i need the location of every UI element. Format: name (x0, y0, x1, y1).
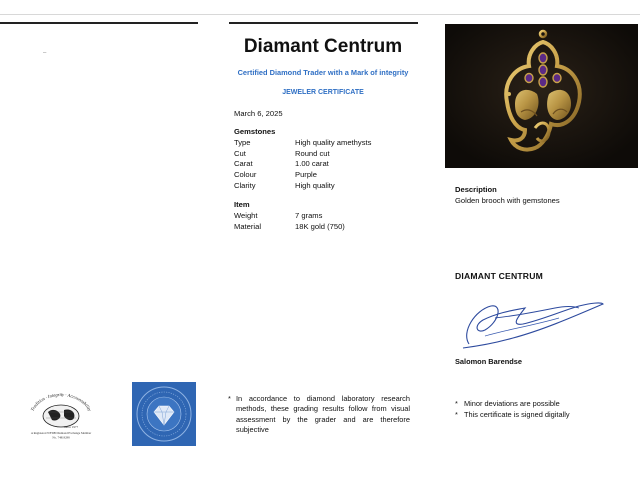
note-text: This certificate is signed digitally (464, 409, 570, 419)
row-value: Round cut (295, 148, 330, 158)
row-value: 7 grams (295, 211, 323, 220)
diamond-seal (132, 382, 196, 446)
description-text: Golden brooch with gemstones (455, 196, 560, 205)
row-label: Type (234, 138, 251, 147)
company-name: DIAMANT CENTRUM (455, 271, 543, 281)
gemstones-table (234, 138, 414, 194)
note-text: Minor deviations are possible (464, 399, 560, 408)
row-label: Cut (234, 148, 246, 158)
top-border (0, 14, 640, 15)
notes-list (455, 399, 625, 423)
signature (455, 296, 605, 354)
seal-line-2: No. 74819298 (52, 435, 70, 440)
signer-name: Salomon Barendse (455, 357, 522, 366)
brand-title: Diamant Centrum (243, 36, 403, 57)
certificate-date: March 6, 2025 (234, 109, 283, 118)
item-table (234, 211, 414, 235)
product-photo (445, 24, 638, 168)
item-heading: Item (234, 200, 250, 209)
row-label: Carat (234, 159, 253, 169)
signature-scribble (455, 296, 605, 354)
row-value: 1.00 carat (295, 159, 329, 169)
bullet: * (455, 409, 458, 419)
left-column-mark: – (43, 50, 47, 56)
row-value: High quality amethysts (295, 138, 372, 147)
wfdb-seal (18, 388, 104, 442)
row-label: Material (234, 221, 262, 231)
globe-seal-icon (18, 388, 104, 442)
left-column-rule (0, 22, 198, 24)
description-heading: Description (455, 185, 497, 194)
row-label: Weight (234, 211, 258, 220)
list-item (455, 410, 625, 421)
row-label: Colour (234, 170, 257, 180)
bullet: * (455, 399, 458, 408)
row-value: High quality (295, 180, 335, 190)
seal-line-1: A Registered WFDB Diamond Exchange Member (30, 431, 92, 435)
diamond-seal-icon (132, 382, 196, 446)
list-item (455, 399, 625, 410)
gemstones-heading: Gemstones (234, 127, 276, 136)
row-value: Purple (295, 170, 317, 180)
brooch-illustration (445, 24, 638, 168)
seal-arc-text: Tradition · Integrity · Accountability (29, 392, 93, 412)
certificate-label: JEWELER CERTIFICATE (282, 89, 364, 96)
row-value: 18K gold (750) (295, 221, 345, 231)
row-label: Clarity (234, 180, 256, 190)
brand-tagline: Certified Diamond Trader with a Mark of integrity (237, 68, 409, 77)
seal-since: Since 1977 (63, 425, 79, 429)
disclaimer-text: In accordance to diamond laboratory research methods, these grading results follow from visual assessment by the grader and are therefore subjective (236, 394, 410, 435)
center-column-rule (229, 22, 418, 24)
bullet: * (228, 394, 231, 403)
